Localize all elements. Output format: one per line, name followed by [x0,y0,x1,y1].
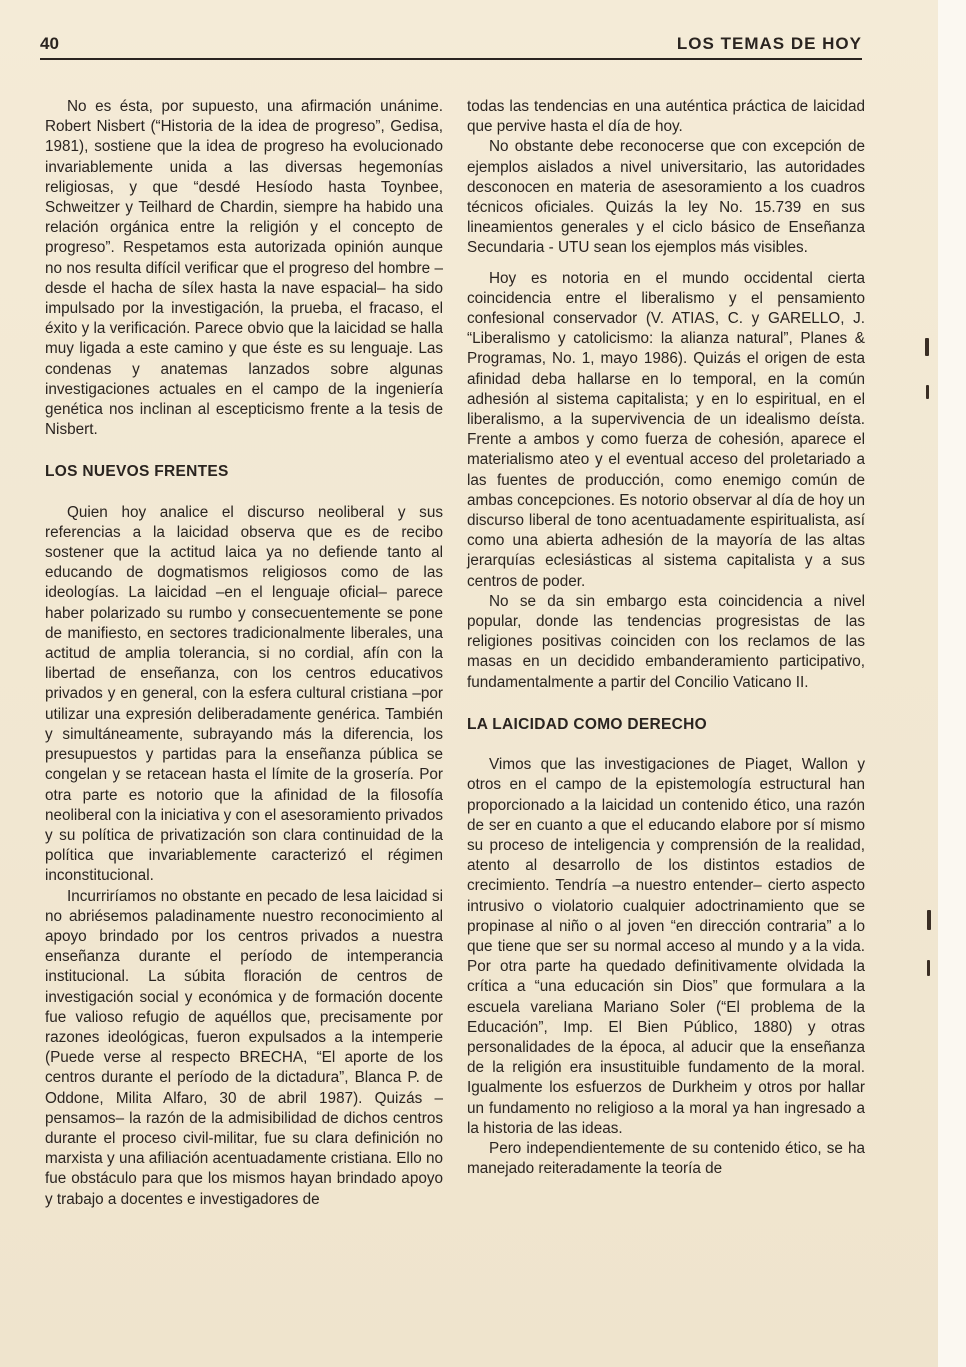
paragraph: No es ésta, por supuesto, una afirmación unánime. Robert Nisbert (“Historia de la idea de progreso”, Gedisa, 1981), sostiene que la idea de progreso ha evolucionado invariablemente unida a las diversas hegemonías religiosas, y que “desdé Hesíodo hasta Toynbee, Schweitzer y Teilhard de Chardin, siempre ha habido una relación orgánica entre la religión y el concepto de progreso”. Respetamos esta autorizada opinión aunque no nos resulta difícil verificar que el progreso del hombre –desde el hacha de sílex hasta la nave espacial– ha sido impulsado por la investigación, la prueba, el fracaso, el éxito y la verificación. Parece obvio que la laicidad se halla muy ligada a este camino y que éste es su lenguaje. Las condenas y anatemas lanzados sobre algunas investigaciones actuales en el campo de la ingeniería genética nos inclinan al escepticismo frente a la tesis de Nisbert. [45,98,443,439]
section-heading: LA LAICIDAD COMO DERECHO [467,715,707,733]
binding-hole-mark [925,338,929,356]
paragraph: Incurriríamos no obstante en pecado de lesa laicidad si no abriésemos paladinamente nuestro reconocimiento al apoyo brindado por los centros privados a nuestra enseñanza durante el período de intemperancia institucional. La súbita floración de centros de investigación social y económica y de formación docente fue valioso refugio de aquéllos que, precisamente por razones ideológicas, fueron expulsados a la intemperie (Puede verse al respecto BRECHA, “El aporte de los centros durante el período de la dictadura”, Blanca P. de Oddone, Milita Alfaro, 30 de abril 1987). Quizás –pensamos– la razón de la admisibilidad de dichos centros durante el proceso civil-militar, fue su clara definición no marxista y una afiliación acentuadamente cristiana. Ello no fue obstáculo para que los mismos hayan brindado apoyo y trabajo a docentes e investigadores de [45,887,443,1208]
section-heading: LOS NUEVOS FRENTES [45,463,229,481]
left-column [45,97,443,1210]
paragraph: todas las tendencias en una auténtica práctica de laicidad que pervive hasta el día de hoy. [467,98,865,136]
binding-hole-mark [927,910,931,930]
header-rule [40,58,862,60]
binding-hole-mark [926,385,929,399]
right-column [467,97,865,1179]
running-title: LOS TEMAS DE HOY [676,34,862,53]
paragraph: No se da sin embargo esta coincidencia a nivel popular, donde las tendencias progresistas de las religiones positivas coinciden con los reclamos de las masas en un decidido embanderamiento participativo, fundamentalmente a partir del Concilio Vaticano II. [467,592,865,691]
paragraph: Hoy es notoria en el mundo occidental cierta coincidencia entre el liberalismo y el pensamiento confesional conservador (V. ATIAS, C. y GARELLO, J. “Liberalismo y catolicismo: la alianza natural”, Planes & Programas, No. 1, mayo 1986). Quizás el origen de esta afinidad deba hallarse en lo temporal, en la común adhesión al sistema capitalista; y en lo espiritual, en el liberalismo, a la supervivencia de un idealismo deísta. Frente a ambos y como fuerza de cohesión, aparece el materialismo ateo y el eventual acceso del proletariado a las fuentes de producción, como enemigo común de ambas concepciones. Es notorio observar al día de hoy un discurso liberal de tono acentuadamente espiritualista, así como una abierta adhesión de la mayoría de las altas jerarquías eclesiásticas al sistema capitalista y a sus centros de poder. [467,269,865,590]
paragraph: No obstante debe reconocerse que con excepción de ejemplos aislados a nivel universitario, las autoridades desconocen en materia de asesoramiento a los cuadros técnicos oficiales. Quizás la ley No. 15.739 en sus lineamientos generales y el ciclo básico de Enseñanza Secundaria - UTU sean los ejemplos más visibles. [467,138,865,257]
page-header [40,30,862,60]
binding-hole-mark [927,960,930,976]
paragraph: Vimos que las investigaciones de Piaget, Wallon y otros en el campo de la epistemología estructural han proporcionado a la laicidad un contenido ético, una razón de ser en cuanto a que el educando elabore por sí mismo su proceso de inteligencia y comprensión de la realidad, atento al desarrollo de los distintos estadios de crecimiento. Tendría –a nuestro entender– cierto aspecto intrusivo o violatorio cualquier adoctrinamiento que se propinase al niño o al joven “en dirección contraria” a lo que tiene que ser su normal acceso al mundo y a la vida. Por otra parte ha quedado definitivamente olvidada la crítica a “una educación sin Dios” que formulara a la escuela vareliana Mariano Soler (“El problema de la Educación”, Imp. El Bien Público, 1880) y otras personalidades de la época, al aducir que la enseñanza de la religión era insustituible fundamento de la moral. Igualmente los esfuerzos de Durkheim y otros por hallar un fundamento no religioso a la moral ya han ingresado a la historia de las ideas. [467,756,865,1137]
page-number: 40 [40,34,59,53]
paragraph: Pero independientemente de su contenido ético, se ha manejado reiteradamente la teoría de [467,1139,865,1178]
page-edge [938,0,966,1367]
paragraph: Quien hoy analice el discurso neoliberal y sus referencias a la laicidad observa que es de recibo sostener que la actitud laica ya no defiende tanto al educando de dogmatismos religiosos como de las ideologías. La laicidad –en el lenguaje oficial– parece haber polarizado su rumbo y consecuentemente se pone de manifiesto, en sectores tradicionalmente liberales, una actitud de amplia tolerancia, si no cordial, afín con la libertad de enseñanza, con los centros educativos privados y en general, con la esfera cultural cristiana –por utilizar una expresión deliberadamente genérica. También y simultáneamente, subrayando más la diferencia, los presupuestos y partidas para la enseñanza pública se congelan y se retacean hasta el límite de la grosería. Por otra parte es notorio que la afinidad de la filosofía neoliberal con la iniciativa y con el asesoramiento privados y su política de privatización son clara continuidad de la política que invariablemente caracterizó el régimen inconstitucional. [45,503,443,885]
